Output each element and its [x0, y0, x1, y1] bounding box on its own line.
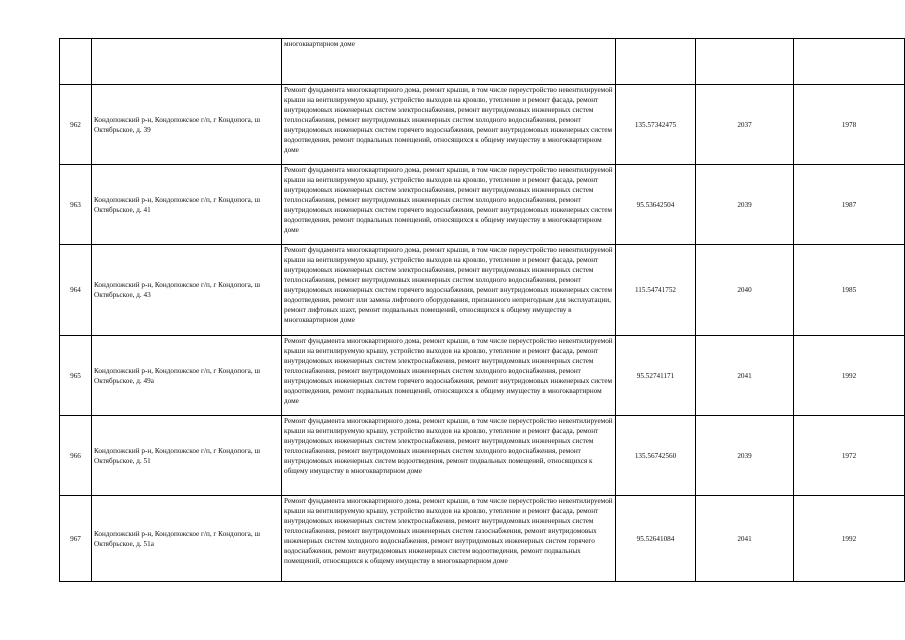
row-cost: 135.56742560 — [616, 416, 696, 496]
row-year-built: 1992 — [794, 336, 905, 416]
row-year-repair: 2041 — [696, 496, 794, 582]
row-number: 967 — [60, 496, 92, 582]
row-year-repair: 2040 — [696, 245, 794, 336]
table-row — [60, 336, 905, 416]
row-year-repair: 2037 — [696, 85, 794, 165]
row-cost — [616, 39, 696, 85]
row-number: 965 — [60, 336, 92, 416]
row-year-repair: 2041 — [696, 336, 794, 416]
row-address — [92, 39, 282, 85]
table-row — [60, 496, 905, 582]
row-works: Ремонт фундамента многоквартирного дома, ремонт крыши, в том числе переустройство невентилируемой крыши на вентилируемую крышу, устройство выходов на кровлю, утепление и ремонт фасада, ремонт внутридомовых инженерных систем электроснабжения, ремонт внутридомовых инженерных систем теплоснабжения, ремонт внутридомовых инженерных систем холодного водоснабжения, ремонт внутридомовых инженерных систем горячего водоснабжения, ремонт внутридомовых инженерных систем водоотведения, ремонт подвальных помещений, относящихся к общему имуществу в многоквартирном доме — [282, 336, 616, 416]
row-cost: 95.52641084 — [616, 496, 696, 582]
table-row — [60, 165, 905, 245]
row-address: Кондопожский р-н, Кондопожское г/п, г Кондопога, ш Октябрьское, д. 51 — [92, 416, 282, 496]
row-number — [60, 39, 92, 85]
table-row — [60, 85, 905, 165]
row-year-repair — [696, 39, 794, 85]
row-year-built: 1978 — [794, 85, 905, 165]
row-year-built: 1992 — [794, 496, 905, 582]
row-number: 964 — [60, 245, 92, 336]
row-cost: 135.57342475 — [616, 85, 696, 165]
repair-program-table — [59, 38, 905, 582]
row-year-built: 1985 — [794, 245, 905, 336]
row-works: Ремонт фундамента многоквартирного дома, ремонт крыши, в том числе переустройство невентилируемой крыши на вентилируемую крышу, устройство выходов на кровлю, утепление и ремонт фасада, ремонт внутридомовых инженерных систем электроснабжения, ремонт внутридомовых инженерных систем теплоснабжения, ремонт внутридомовых инженерных систем газоснабжения, ремонт внутридомовых инженерных систем холодного водоснабжения, ремонт внутридомовых инженерных систем горячего водоснабжения, ремонт внутридомовых инженерных систем водоотведения, ремонт подвальных помещений, относящихся к общему имуществу в многоквартирном доме — [282, 496, 616, 582]
table-row — [60, 39, 905, 85]
row-address: Кондопожский р-н, Кондопожское г/п, г Кондопога, ш Октябрьское, д. 49а — [92, 336, 282, 416]
row-year-repair: 2039 — [696, 416, 794, 496]
row-number: 963 — [60, 165, 92, 245]
row-year-built: 1972 — [794, 416, 905, 496]
row-address: Кондопожский р-н, Кондопожское г/п, г Кондопога, ш Октябрьское, д. 41 — [92, 165, 282, 245]
document-page — [59, 38, 905, 582]
row-cost: 95.53642504 — [616, 165, 696, 245]
row-address: Кондопожский р-н, Кондопожское г/п, г Кондопога, ш Октябрьское, д. 51а — [92, 496, 282, 582]
row-cost: 115.54741752 — [616, 245, 696, 336]
row-year-built: 1987 — [794, 165, 905, 245]
row-year-built — [794, 39, 905, 85]
row-works: Ремонт фундамента многоквартирного дома, ремонт крыши, в том числе переустройство невентилируемой крыши на вентилируемую крышу, устройство выходов на кровлю, утепление и ремонт фасада, ремонт внутридомовых инженерных систем электроснабжения, ремонт внутридомовых инженерных систем теплоснабжения, ремонт внутридомовых инженерных систем холодного водоснабжения, ремонт внутридомовых инженерных систем горячего водоснабжения, ремонт внутридомовых инженерных систем водоотведения, ремонт подвальных помещений, относящихся к общему имуществу в многоквартирном доме — [282, 85, 616, 165]
row-address: Кондопожский р-н, Кондопожское г/п, г Кондопога, ш Октябрьское, д. 43 — [92, 245, 282, 336]
row-year-repair: 2039 — [696, 165, 794, 245]
row-works: Ремонт фундамента многоквартирного дома, ремонт крыши, в том числе переустройство невентилируемой крыши на вентилируемую крышу, устройство выходов на кровлю, утепление и ремонт фасада, ремонт внутридомовых инженерных систем электроснабжения, ремонт внутридомовых инженерных систем теплоснабжения, ремонт внутридомовых инженерных систем холодного водоснабжения, ремонт внутридомовых инженерных систем горячего водоснабжения, ремонт внутридомовых инженерных систем водоотведения, ремонт или замена лифтового оборудования, признанного непригодным для эксплуатации, ремонт лифтовых шахт, ремонт подвальных помещений, относящихся к общему имуществу в многоквартирном доме — [282, 245, 616, 336]
row-number: 962 — [60, 85, 92, 165]
row-works: многоквартирном доме — [282, 39, 616, 85]
table-row — [60, 416, 905, 496]
row-cost: 95.52741171 — [616, 336, 696, 416]
row-works: Ремонт фундамента многоквартирного дома, ремонт крыши, в том числе переустройство невентилируемой крыши на вентилируемую крышу, устройство выходов на кровлю, утепление и ремонт фасада, ремонт внутридомовых инженерных систем электроснабжения, ремонт внутридомовых инженерных систем теплоснабжения, ремонт внутридомовых инженерных систем холодного водоснабжения, ремонт внутридомовых инженерных систем водоотведения, ремонт подвальных помещений, относящихся к общему имуществу в многоквартирном доме — [282, 416, 616, 496]
row-address: Кондопожский р-н, Кондопожское г/п, г Кондопога, ш Октябрьское, д. 39 — [92, 85, 282, 165]
row-works: Ремонт фундамента многоквартирного дома, ремонт крыши, в том числе переустройство невентилируемой крыши на вентилируемую крышу, устройство выходов на кровлю, утепление и ремонт фасада, ремонт внутридомовых инженерных систем электроснабжения, ремонт внутридомовых инженерных систем теплоснабжения, ремонт внутридомовых инженерных систем холодного водоснабжения, ремонт внутридомовых инженерных систем горячего водоснабжения, ремонт внутридомовых инженерных систем водоотведения, ремонт подвальных помещений, относящихся к общему имуществу в многоквартирном доме — [282, 165, 616, 245]
row-number: 966 — [60, 416, 92, 496]
table-row — [60, 245, 905, 336]
